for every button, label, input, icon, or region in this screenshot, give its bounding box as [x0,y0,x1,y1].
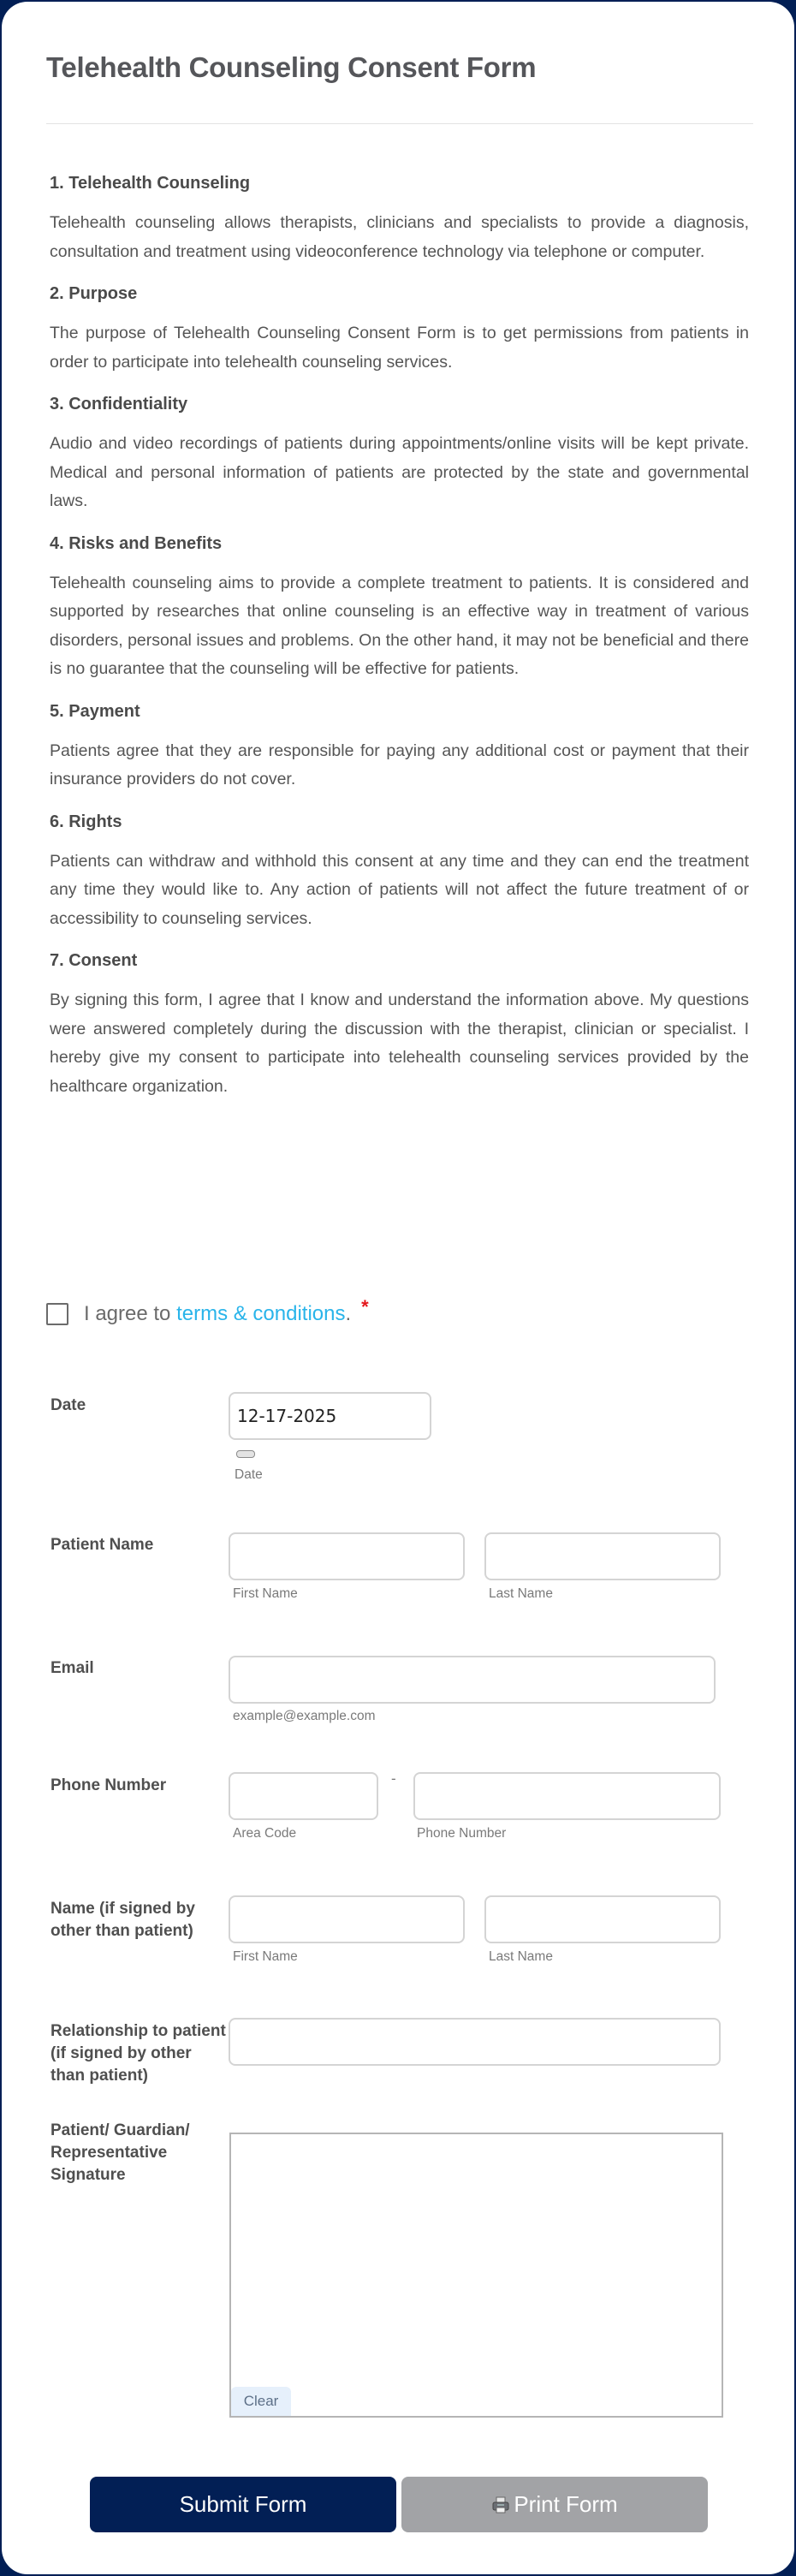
section-confidentiality [50,394,749,516]
section-risks-benefits [50,533,749,684]
terms-checkbox[interactable] [46,1303,68,1325]
section-body: The purpose of Telehealth Counseling Consent Form is to get permissions from patients in order to participate into telehealth counseling services. [50,324,749,372]
section-body: Patients agree that they are responsible for paying any additional cost or payment that their insurance providers do not cover. [50,741,749,788]
section-body: Audio and video recordings of patients during appointments/online visits will be kept private. Medical and personal information of patients are protected by the state and governmental laws. [50,434,749,510]
section-heading: 5. Payment [50,701,140,721]
email-sublabel: example@example.com [233,1709,376,1723]
first-name-sublabel: First Name [233,1586,298,1601]
section-body: Telehealth counseling allows therapists, clinicians and specialists to provide a diagnosis, consultation and treatment using videoconference technology via telephone or computer. [50,213,749,261]
section-body: Patients can withdraw and withhold this consent at any time and they can end the treatment any time they would like to. Any action of patients will not affect the future treatment of or accessibility to counseling services. [50,851,749,928]
section-heading: 4. Risks and Benefits [50,533,223,553]
relationship-label: Relationship to patient (if signed by other than patient) [50,2022,226,2085]
section-heading: 1. Telehealth Counseling [50,174,251,193]
terms-agreement [46,1296,369,1326]
email-label: Email [50,1659,94,1677]
section-heading: 2. Purpose [50,284,138,303]
required-asterisk: * [361,1296,369,1318]
phone-number-input[interactable] [413,1772,721,1820]
page-title: Telehealth Counseling Consent Form [46,51,537,83]
date-sublabel: Date [235,1467,263,1482]
signature-label: Patient/ Guardian/ Representative Signature [50,2121,190,2184]
section-consent [50,950,749,1101]
area-code-sublabel: Area Code [233,1826,297,1841]
email-input[interactable] [229,1656,716,1704]
consent-text [50,173,749,1118]
signature-pad[interactable] [229,2133,723,2418]
title-divider [46,123,753,124]
patient-first-name-input[interactable] [229,1532,465,1580]
printer-icon [491,2496,510,2514]
patient-name-label: Patient Name [50,1536,154,1554]
clear-signature-button[interactable]: Clear [231,2387,291,2416]
area-code-input[interactable] [229,1772,378,1820]
section-telehealth-counseling [50,173,749,266]
signer-first-name-sublabel: First Name [233,1949,298,1964]
section-heading: 3. Confidentiality [50,395,188,413]
agree-suffix: . [345,1302,352,1325]
calendar-toggle-icon[interactable] [236,1450,255,1458]
phone-separator: - [391,1770,396,1787]
section-heading: 6. Rights [50,812,122,831]
section-payment [50,701,749,794]
section-heading: 7. Consent [50,951,138,970]
last-name-sublabel: Last Name [489,1586,553,1601]
terms-link[interactable]: terms & conditions [176,1302,346,1325]
signer-last-name-sublabel: Last Name [489,1949,553,1964]
date-input[interactable] [229,1392,431,1440]
print-button[interactable] [401,2477,708,2532]
form-card [2,2,794,2574]
section-body: By signing this form, I agree that I know and understand the information above. My questions were answered completely during the discussion with the therapist, clinician or specialist. I hereby give my consent to participate into telehealth counseling services provided by the healthcare organization. [50,991,749,1096]
signer-first-name-input[interactable] [229,1895,465,1943]
section-rights [50,812,749,934]
section-body: Telehealth counseling aims to provide a complete treatment to patients. It is considered and supported by researches that online counseling is an effective way in treatment of various disorders, personal issues and problems. On the other hand, it may not be beneficial and there is no guarantee that the counseling will be effective for patients. [50,573,749,678]
patient-last-name-input[interactable] [484,1532,721,1580]
signer-last-name-input[interactable] [484,1895,721,1943]
signer-name-label: Name (if signed by other than patient) [50,1900,195,1940]
print-label: Print Form [514,2491,618,2517]
phone-label: Phone Number [50,1776,167,1794]
phone-number-sublabel: Phone Number [417,1826,507,1841]
section-purpose [50,283,749,377]
submit-button[interactable]: Submit Form [90,2477,396,2532]
date-label: Date [50,1396,86,1414]
relationship-input[interactable] [229,2018,721,2066]
agree-prefix: I agree to [84,1302,177,1325]
